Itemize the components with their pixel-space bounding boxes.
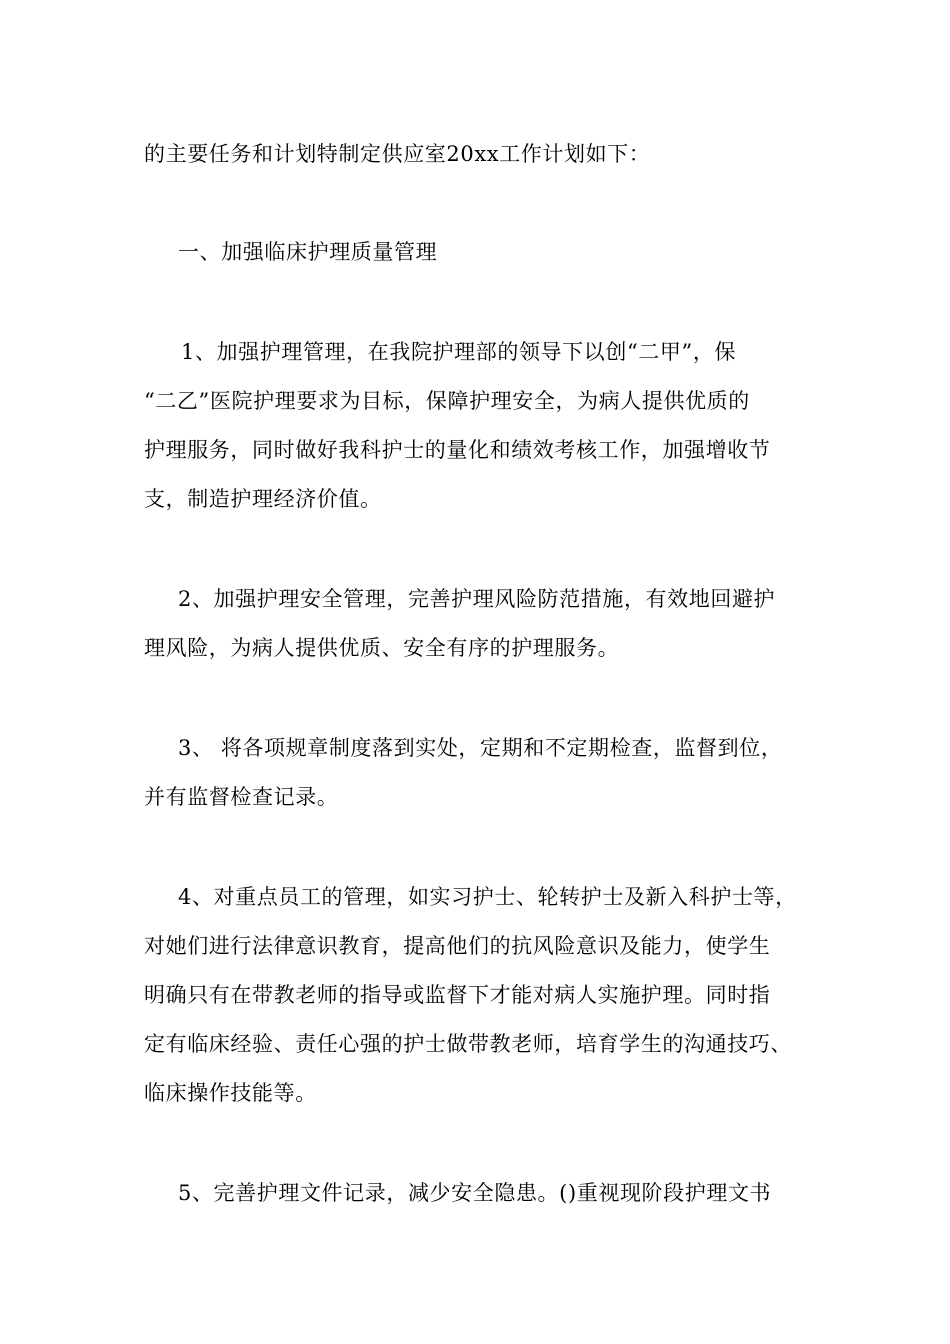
paragraph-2-line-2: 理风险，为病人提供优质、安全有序的护理服务。	[144, 636, 620, 660]
paragraph-5-line-1: 5、完善护理文件记录，减少安全隐患。()重视现阶段护理文书	[178, 1181, 772, 1205]
paragraph-4-line-4: 定有临床经验、责任心强的护士做带教老师，培育学生的沟通技巧、	[144, 1032, 792, 1056]
section-heading: 一、加强临床护理质量管理	[178, 240, 438, 264]
paragraph-1-line-2: “二乙”医院护理要求为目标，保障护理安全，为病人提供优质的	[144, 389, 750, 413]
intro-line: 的主要任务和计划特制定供应室20xx工作计划如下：	[144, 142, 651, 166]
paragraph-4-line-1: 4、对重点员工的管理，如实习护士、轮转护士及新入科护士等，	[178, 885, 797, 909]
paragraph-1-line-4: 支，制造护理经济价值。	[144, 487, 382, 511]
paragraph-3-line-1: 3、 将各项规章制度落到实处，定期和不定期检查，监督到位，	[178, 736, 783, 760]
paragraph-4-line-2: 对她们进行法律意识教育，提高他们的抗风险意识及能力，使学生	[144, 934, 771, 958]
paragraph-1-line-1: 1、加强护理管理，在我院护理部的领导下以创“二甲”，保	[181, 340, 737, 364]
paragraph-3-line-2: 并有监督检查记录。	[144, 785, 339, 809]
paragraph-1-line-3: 护理服务，同时做好我科护士的量化和绩效考核工作，加强增收节	[144, 438, 771, 462]
paragraph-4-line-3: 明确只有在带教老师的指导或监督下才能对病人实施护理。同时指	[144, 983, 771, 1007]
paragraph-4-line-5: 临床操作技能等。	[144, 1081, 317, 1105]
paragraph-2-line-1: 2、加强护理安全管理，完善护理风险防范措施，有效地回避护	[178, 587, 776, 611]
